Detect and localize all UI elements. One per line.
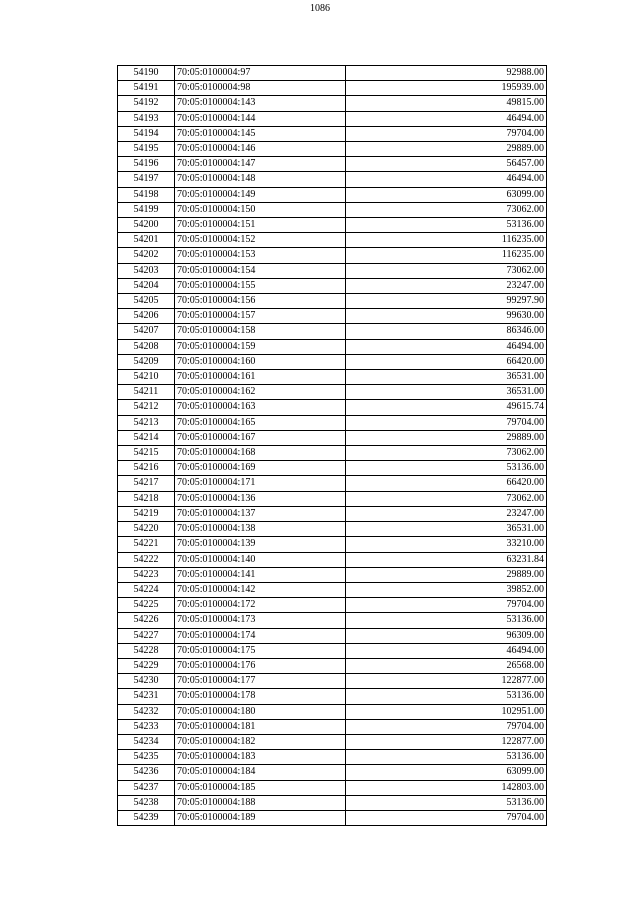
cadastral-number-cell: 70:05:0100004:155 [175, 278, 346, 293]
cadastral-number-cell: 70:05:0100004:169 [175, 461, 346, 476]
cadastral-number-cell: 70:05:0100004:168 [175, 446, 346, 461]
table-row [118, 324, 547, 339]
cadastral-number-cell: 70:05:0100004:167 [175, 430, 346, 445]
table-row [118, 370, 547, 385]
value-cell: 29889.00 [346, 142, 547, 157]
cadastral-number-cell: 70:05:0100004:154 [175, 263, 346, 278]
row-number-cell: 54193 [118, 111, 175, 126]
cadastral-number-cell: 70:05:0100004:176 [175, 658, 346, 673]
table-row [118, 187, 547, 202]
table-row [118, 172, 547, 187]
table-row [118, 400, 547, 415]
value-cell: 66420.00 [346, 476, 547, 491]
value-cell: 23247.00 [346, 506, 547, 521]
row-number-cell: 54230 [118, 674, 175, 689]
value-cell: 63231.84 [346, 552, 547, 567]
value-cell: 116235.00 [346, 233, 547, 248]
value-cell: 73062.00 [346, 446, 547, 461]
value-cell: 99297.90 [346, 294, 547, 309]
row-number-cell: 54202 [118, 248, 175, 263]
table-row [118, 674, 547, 689]
table-row [118, 795, 547, 810]
row-number-cell: 54212 [118, 400, 175, 415]
row-number-cell: 54231 [118, 689, 175, 704]
cadastral-number-cell: 70:05:0100004:174 [175, 628, 346, 643]
table-row [118, 233, 547, 248]
value-cell: 195939.00 [346, 81, 547, 96]
row-number-cell: 54223 [118, 567, 175, 582]
table-row [118, 202, 547, 217]
value-cell: 53136.00 [346, 461, 547, 476]
row-number-cell: 54229 [118, 658, 175, 673]
table-row [118, 704, 547, 719]
row-number-cell: 54200 [118, 218, 175, 233]
table-row [118, 522, 547, 537]
row-number-cell: 54219 [118, 506, 175, 521]
cadastral-number-cell: 70:05:0100004:173 [175, 613, 346, 628]
cadastral-value-table [117, 65, 547, 826]
row-number-cell: 54196 [118, 157, 175, 172]
row-number-cell: 54221 [118, 537, 175, 552]
value-cell: 116235.00 [346, 248, 547, 263]
cadastral-number-cell: 70:05:0100004:156 [175, 294, 346, 309]
table-row [118, 613, 547, 628]
value-cell: 46494.00 [346, 339, 547, 354]
value-cell: 29889.00 [346, 430, 547, 445]
cadastral-number-cell: 70:05:0100004:140 [175, 552, 346, 567]
table-row [118, 810, 547, 825]
table-row [118, 385, 547, 400]
value-cell: 79704.00 [346, 719, 547, 734]
table-row [118, 750, 547, 765]
value-cell: 79704.00 [346, 598, 547, 613]
row-number-cell: 54225 [118, 598, 175, 613]
cadastral-number-cell: 70:05:0100004:180 [175, 704, 346, 719]
row-number-cell: 54195 [118, 142, 175, 157]
table-row [118, 111, 547, 126]
value-cell: 53136.00 [346, 613, 547, 628]
table-row [118, 415, 547, 430]
row-number-cell: 54201 [118, 233, 175, 248]
cadastral-number-cell: 70:05:0100004:162 [175, 385, 346, 400]
cadastral-number-cell: 70:05:0100004:172 [175, 598, 346, 613]
table-row [118, 552, 547, 567]
cadastral-number-cell: 70:05:0100004:158 [175, 324, 346, 339]
table-row [118, 81, 547, 96]
row-number-cell: 54210 [118, 370, 175, 385]
value-cell: 26568.00 [346, 658, 547, 673]
table-row [118, 491, 547, 506]
value-cell: 122877.00 [346, 674, 547, 689]
cadastral-number-cell: 70:05:0100004:177 [175, 674, 346, 689]
row-number-cell: 54192 [118, 96, 175, 111]
value-cell: 36531.00 [346, 370, 547, 385]
table-row [118, 309, 547, 324]
cadastral-number-cell: 70:05:0100004:163 [175, 400, 346, 415]
row-number-cell: 54232 [118, 704, 175, 719]
row-number-cell: 54204 [118, 278, 175, 293]
row-number-cell: 54237 [118, 780, 175, 795]
cadastral-number-cell: 70:05:0100004:189 [175, 810, 346, 825]
row-number-cell: 54235 [118, 750, 175, 765]
table-row [118, 476, 547, 491]
table-row [118, 142, 547, 157]
table-row [118, 339, 547, 354]
table-row [118, 734, 547, 749]
cadastral-number-cell: 70:05:0100004:145 [175, 126, 346, 141]
row-number-cell: 54227 [118, 628, 175, 643]
row-number-cell: 54194 [118, 126, 175, 141]
cadastral-number-cell: 70:05:0100004:146 [175, 142, 346, 157]
value-cell: 142803.00 [346, 780, 547, 795]
table-row [118, 658, 547, 673]
table-body [118, 66, 547, 826]
value-cell: 39852.00 [346, 582, 547, 597]
table-row [118, 294, 547, 309]
row-number-cell: 54216 [118, 461, 175, 476]
value-cell: 79704.00 [346, 415, 547, 430]
cadastral-number-cell: 70:05:0100004:149 [175, 187, 346, 202]
cadastral-number-cell: 70:05:0100004:147 [175, 157, 346, 172]
cadastral-number-cell: 70:05:0100004:98 [175, 81, 346, 96]
cadastral-number-cell: 70:05:0100004:178 [175, 689, 346, 704]
value-cell: 122877.00 [346, 734, 547, 749]
table-row [118, 354, 547, 369]
cadastral-number-cell: 70:05:0100004:136 [175, 491, 346, 506]
table-row [118, 643, 547, 658]
value-cell: 46494.00 [346, 111, 547, 126]
cadastral-number-cell: 70:05:0100004:181 [175, 719, 346, 734]
row-number-cell: 54214 [118, 430, 175, 445]
row-number-cell: 54234 [118, 734, 175, 749]
row-number-cell: 54228 [118, 643, 175, 658]
table-row [118, 157, 547, 172]
cadastral-number-cell: 70:05:0100004:152 [175, 233, 346, 248]
row-number-cell: 54197 [118, 172, 175, 187]
cadastral-number-cell: 70:05:0100004:153 [175, 248, 346, 263]
value-cell: 53136.00 [346, 218, 547, 233]
cadastral-number-cell: 70:05:0100004:97 [175, 66, 346, 81]
table-row [118, 719, 547, 734]
value-cell: 23247.00 [346, 278, 547, 293]
table-row [118, 263, 547, 278]
row-number-cell: 54218 [118, 491, 175, 506]
row-number-cell: 54222 [118, 552, 175, 567]
cadastral-number-cell: 70:05:0100004:144 [175, 111, 346, 126]
value-cell: 36531.00 [346, 385, 547, 400]
table-row [118, 780, 547, 795]
cadastral-number-cell: 70:05:0100004:185 [175, 780, 346, 795]
cadastral-number-cell: 70:05:0100004:183 [175, 750, 346, 765]
cadastral-number-cell: 70:05:0100004:138 [175, 522, 346, 537]
table-row [118, 582, 547, 597]
cadastral-number-cell: 70:05:0100004:182 [175, 734, 346, 749]
value-cell: 46494.00 [346, 172, 547, 187]
row-number-cell: 54217 [118, 476, 175, 491]
cadastral-number-cell: 70:05:0100004:157 [175, 309, 346, 324]
cadastral-number-cell: 70:05:0100004:165 [175, 415, 346, 430]
value-cell: 73062.00 [346, 263, 547, 278]
row-number-cell: 54211 [118, 385, 175, 400]
cadastral-number-cell: 70:05:0100004:175 [175, 643, 346, 658]
row-number-cell: 54209 [118, 354, 175, 369]
row-number-cell: 54198 [118, 187, 175, 202]
cadastral-number-cell: 70:05:0100004:171 [175, 476, 346, 491]
cadastral-number-cell: 70:05:0100004:161 [175, 370, 346, 385]
cadastral-number-cell: 70:05:0100004:139 [175, 537, 346, 552]
value-cell: 63099.00 [346, 765, 547, 780]
value-cell: 53136.00 [346, 689, 547, 704]
value-cell: 46494.00 [346, 643, 547, 658]
value-cell: 92988.00 [346, 66, 547, 81]
row-number-cell: 54233 [118, 719, 175, 734]
table-row [118, 598, 547, 613]
value-cell: 79704.00 [346, 126, 547, 141]
cadastral-number-cell: 70:05:0100004:142 [175, 582, 346, 597]
table-row [118, 765, 547, 780]
table-row [118, 66, 547, 81]
cadastral-number-cell: 70:05:0100004:137 [175, 506, 346, 521]
table-row [118, 628, 547, 643]
row-number-cell: 54205 [118, 294, 175, 309]
value-cell: 36531.00 [346, 522, 547, 537]
value-cell: 53136.00 [346, 750, 547, 765]
table-row [118, 689, 547, 704]
value-cell: 63099.00 [346, 187, 547, 202]
value-cell: 56457.00 [346, 157, 547, 172]
cadastral-number-cell: 70:05:0100004:148 [175, 172, 346, 187]
row-number-cell: 54220 [118, 522, 175, 537]
cadastral-number-cell: 70:05:0100004:141 [175, 567, 346, 582]
value-cell: 96309.00 [346, 628, 547, 643]
table-row [118, 537, 547, 552]
value-cell: 99630.00 [346, 309, 547, 324]
table-row [118, 278, 547, 293]
row-number-cell: 54208 [118, 339, 175, 354]
value-cell: 79704.00 [346, 810, 547, 825]
row-number-cell: 54213 [118, 415, 175, 430]
cadastral-number-cell: 70:05:0100004:150 [175, 202, 346, 217]
cadastral-number-cell: 70:05:0100004:188 [175, 795, 346, 810]
row-number-cell: 54238 [118, 795, 175, 810]
row-number-cell: 54199 [118, 202, 175, 217]
cadastral-number-cell: 70:05:0100004:143 [175, 96, 346, 111]
row-number-cell: 54203 [118, 263, 175, 278]
value-cell: 49615.74 [346, 400, 547, 415]
table-row [118, 446, 547, 461]
table-row [118, 506, 547, 521]
value-cell: 73062.00 [346, 202, 547, 217]
value-cell: 86346.00 [346, 324, 547, 339]
table-row [118, 567, 547, 582]
table-row [118, 461, 547, 476]
table-row [118, 218, 547, 233]
table-row [118, 126, 547, 141]
value-cell: 49815.00 [346, 96, 547, 111]
table-row [118, 430, 547, 445]
row-number-cell: 54215 [118, 446, 175, 461]
row-number-cell: 54236 [118, 765, 175, 780]
row-number-cell: 54191 [118, 81, 175, 96]
table-row [118, 248, 547, 263]
row-number-cell: 54239 [118, 810, 175, 825]
value-cell: 53136.00 [346, 795, 547, 810]
value-cell: 29889.00 [346, 567, 547, 582]
cadastral-number-cell: 70:05:0100004:160 [175, 354, 346, 369]
page-number: 1086 [310, 3, 330, 14]
value-cell: 66420.00 [346, 354, 547, 369]
row-number-cell: 54226 [118, 613, 175, 628]
cadastral-number-cell: 70:05:0100004:184 [175, 765, 346, 780]
cadastral-number-cell: 70:05:0100004:151 [175, 218, 346, 233]
row-number-cell: 54190 [118, 66, 175, 81]
cadastral-number-cell: 70:05:0100004:159 [175, 339, 346, 354]
value-cell: 73062.00 [346, 491, 547, 506]
row-number-cell: 54206 [118, 309, 175, 324]
value-cell: 33210.00 [346, 537, 547, 552]
row-number-cell: 54207 [118, 324, 175, 339]
table-row [118, 96, 547, 111]
row-number-cell: 54224 [118, 582, 175, 597]
value-cell: 102951.00 [346, 704, 547, 719]
